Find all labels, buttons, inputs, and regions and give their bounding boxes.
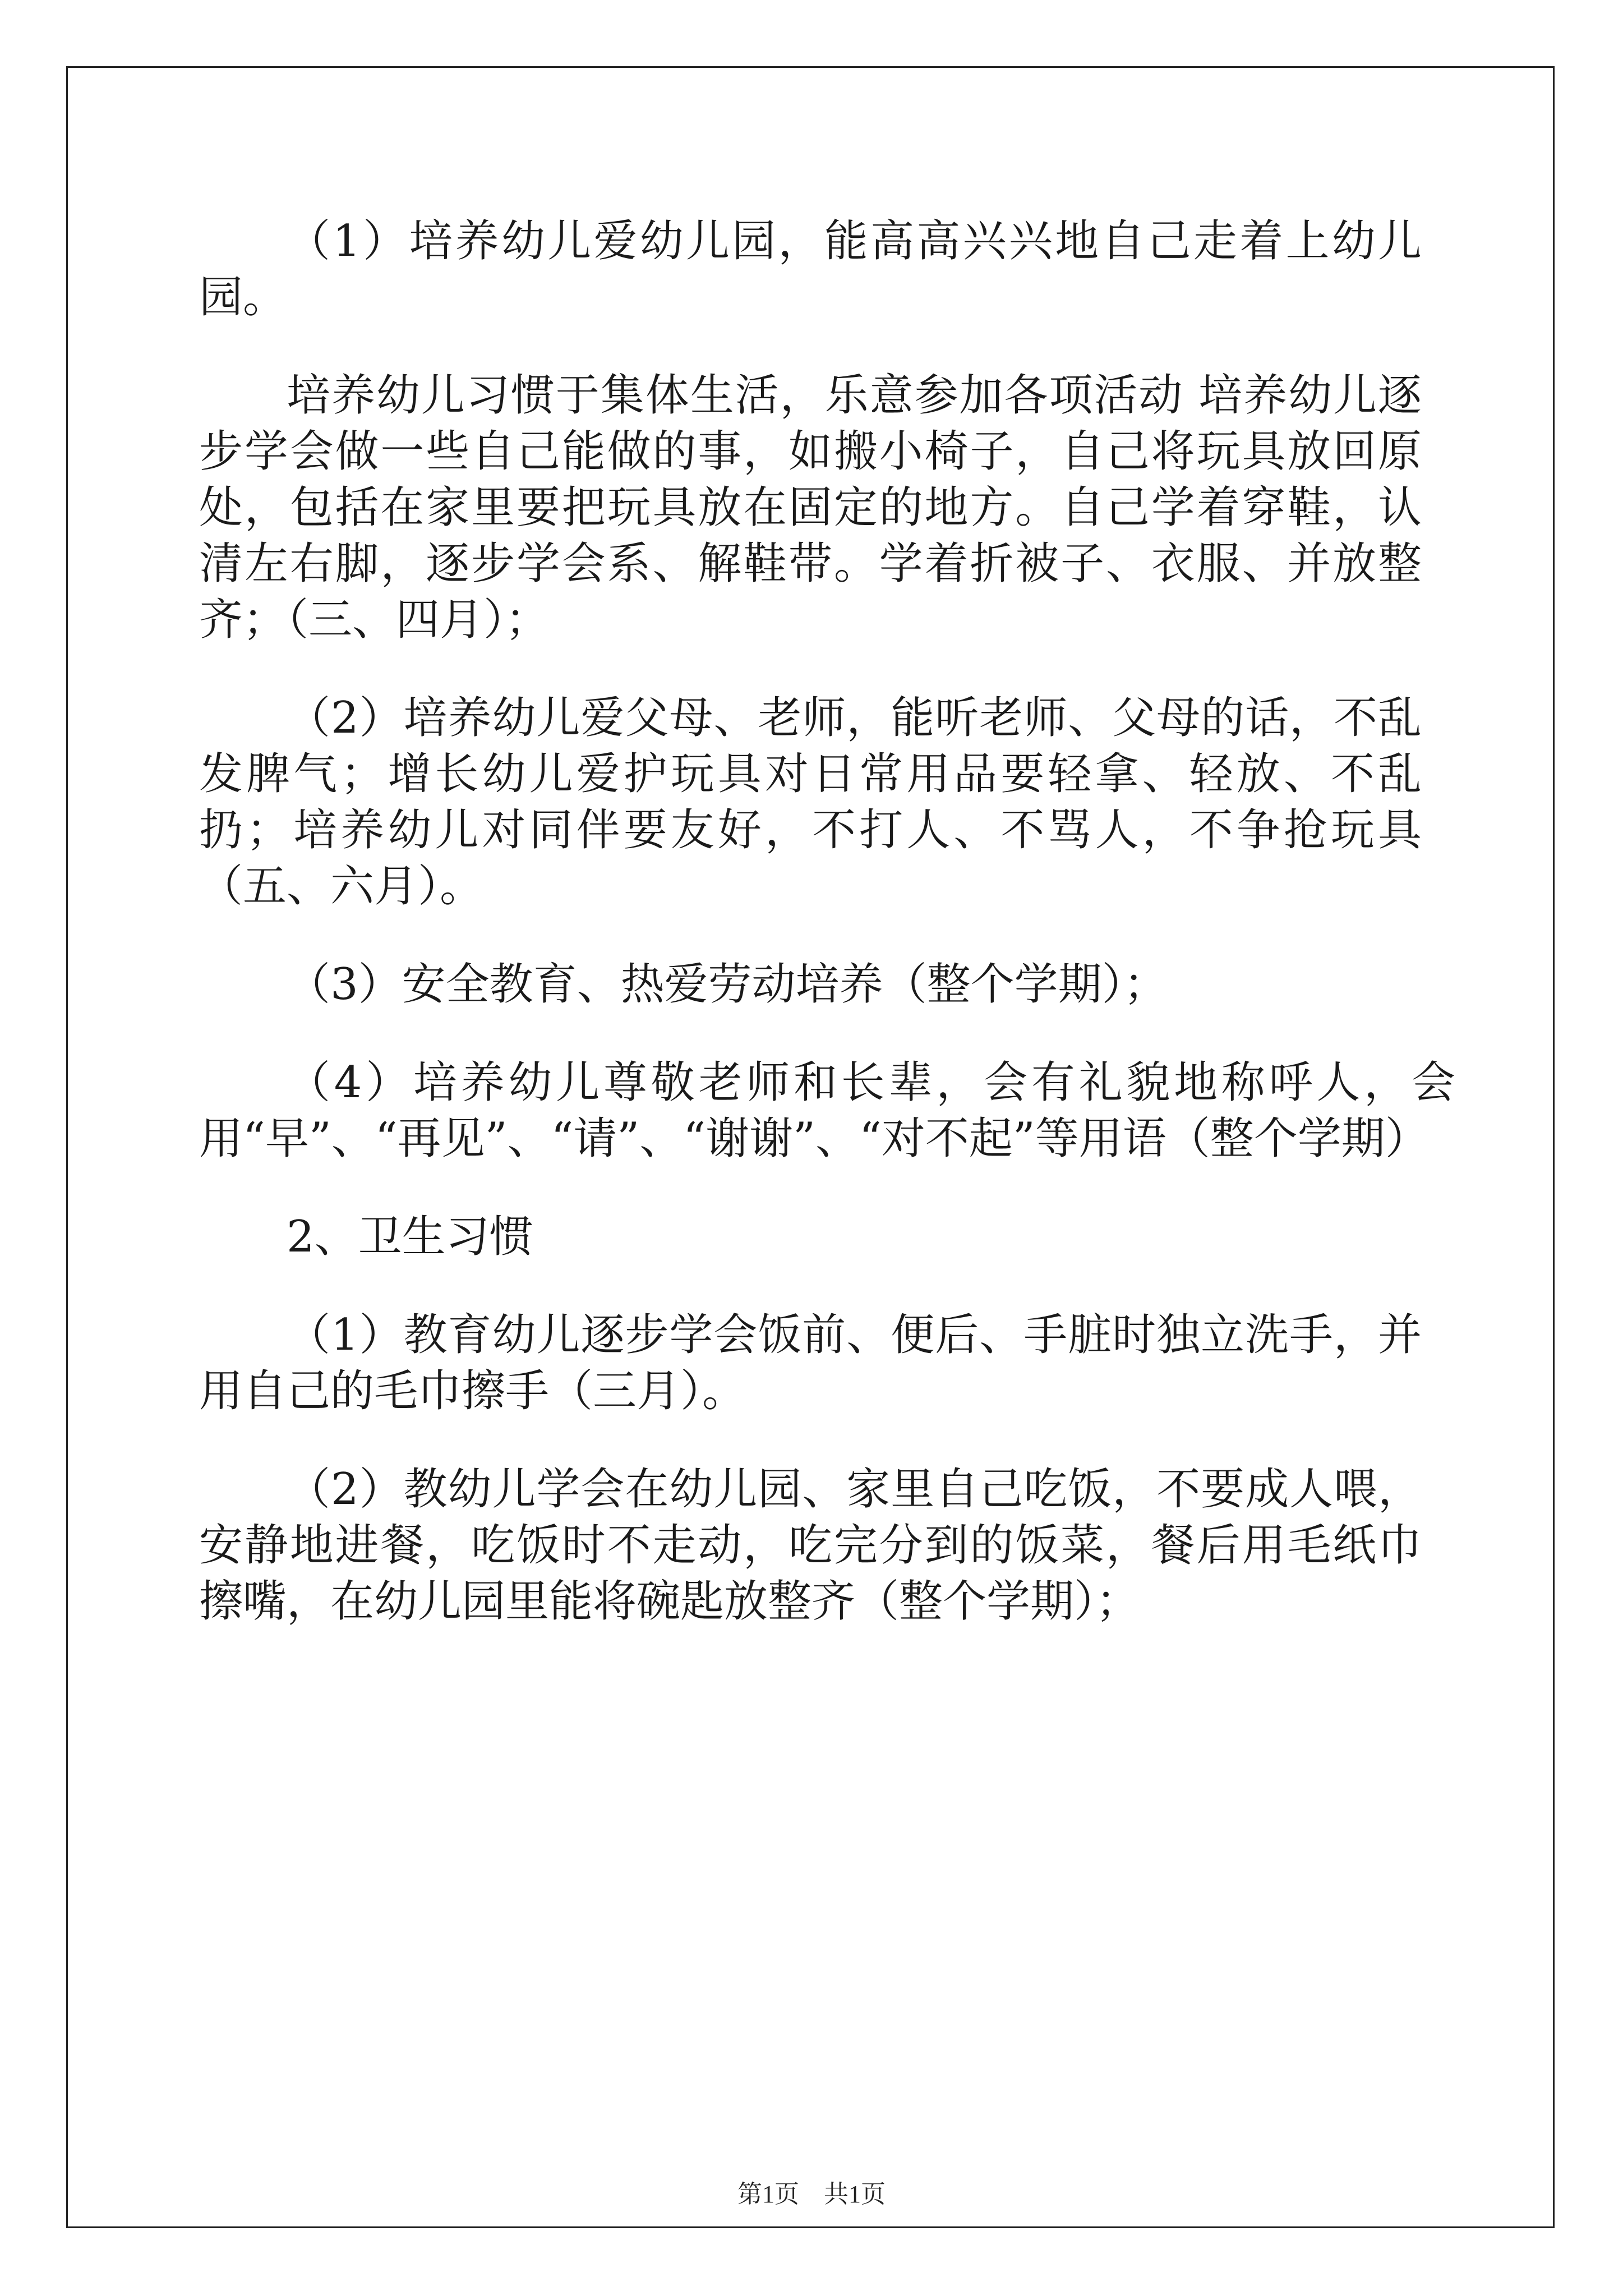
paragraph-6: （1）教育幼儿逐步学会饭前、便后、手脏时独立洗手，并用自己的毛巾擦手（三月）。	[199, 1310, 1422, 1416]
paragraph-1: （1）培养幼儿爱幼儿园，能高高兴兴地自己走着上幼儿园。	[199, 216, 1422, 323]
paragraph-3: （2）培养幼儿爱父母、老师，能听老师、父母的话，不乱发脾气；增长幼儿爱护玩具对日常用品要轻拿、轻放、不乱扔；培养幼儿对同伴要友好，不打人、不骂人，不争抢玩具（五、六月）。	[199, 693, 1422, 912]
section-heading: 2、卫生习惯	[287, 1212, 533, 1262]
paragraph-5: （4）培养幼儿尊敬老师和长辈，会有礼貌地称呼人，会用“早”、“再见”、“请”、“谢谢”、“对不起”等用语（整个学期）	[199, 1057, 1455, 1164]
page-footer: 第1页 共1页	[737, 2180, 886, 2208]
document-body	[199, 213, 1455, 1672]
paragraph-7: （2）教幼儿学会在幼儿园、家里自己吃饭，不要成人喂，安静地进餐，吃饭时不走动，吃完分到的饭菜，餐后用毛纸巾擦嘴，在幼儿园里能将碗匙放整齐（整个学期）；	[199, 1464, 1422, 1627]
paragraph-4: （3）安全教育、热爱劳动培养（整个学期）；	[287, 959, 1168, 1010]
paragraph-2: 培养幼儿习惯于集体生活，乐意参加各项活动 培养幼儿逐步学会做一些自己能做的事，如搬小椅子，自己将玩具放回原处，包括在家里要把玩具放在固定的地方。自己学着穿鞋，认清左右脚，逐步学会系、解鞋带。学着折被子、衣服、并放整齐；（三、四月）；	[199, 370, 1422, 645]
